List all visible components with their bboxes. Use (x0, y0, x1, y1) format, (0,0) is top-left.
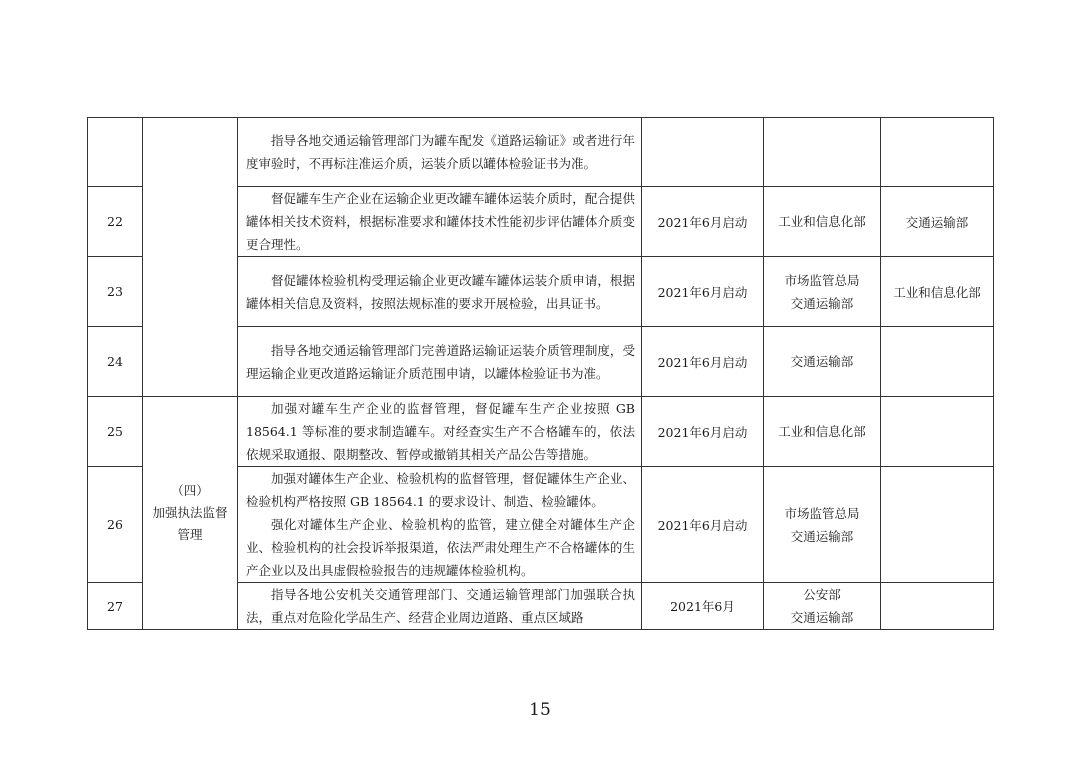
lead-dept-cell (764, 327, 881, 397)
task-paragraph: 指导各地交通运输管理部门为罐车配发《道路运输证》或者进行年度审验时，不再标注准运介质，运装介质以罐体检验证书为准。 (246, 133, 635, 171)
task-paragraph: 指导各地交通运输管理部门完善道路运输证运装介质管理制度，受理运输企业更改道路运输证介质范围申请，以罐体检验证书为准。 (246, 342, 635, 381)
page-number: 15 (529, 700, 551, 720)
table-row (88, 397, 994, 467)
row-number: 26 (88, 467, 143, 583)
lead-dept: 公安部 (803, 587, 841, 602)
task-cell (238, 327, 642, 397)
lead-dept: 交通运输部 (790, 610, 854, 625)
partner-dept-cell (881, 467, 994, 583)
category-label: 管理 (177, 527, 203, 542)
task-cell (238, 257, 642, 327)
task-cell (238, 583, 642, 630)
lead-dept: 交通运输部 (790, 354, 854, 369)
time-cell: 2021年6月启动 (642, 257, 764, 327)
row-number (88, 118, 143, 187)
lead-dept: 工业和信息化部 (778, 424, 866, 439)
time-cell: 2021年6月启动 (642, 397, 764, 467)
task-cell (238, 118, 642, 187)
partner-dept-cell (881, 583, 994, 630)
lead-dept: 市场监管总局 (784, 272, 860, 288)
time-cell: 2021年6月启动 (642, 327, 764, 397)
partner-dept-cell (881, 327, 994, 397)
category-cell-empty (143, 118, 238, 397)
task-paragraph: 督促罐车生产企业在运输企业更改罐车罐体运装介质时，配合提供罐体相关技术资料，根据标准要求和罐体技术性能初步评估罐体介质变更合理性。 (246, 191, 635, 252)
category-label: 加强执法监督 (152, 505, 228, 520)
lead-dept-cell (764, 187, 881, 257)
lead-dept: 交通运输部 (790, 528, 854, 544)
category-cell (143, 397, 238, 630)
task-cell (238, 467, 642, 583)
partner-dept-cell: 交通运输部 (881, 187, 994, 257)
task-cell (238, 397, 642, 467)
task-paragraph: 指导各地公安机关交通管理部门、交通运输管理部门加强联合执法，重点对危险化学品生产、经营企业周边道路、重点区域路 (246, 587, 635, 625)
row-number: 23 (88, 257, 143, 327)
lead-dept: 工业和信息化部 (778, 214, 866, 229)
partner-dept-cell: 工业和信息化部 (881, 257, 994, 327)
time-cell: 2021年6月启动 (642, 467, 764, 583)
table-row (88, 118, 994, 187)
category-label: （四） (171, 483, 209, 498)
partner-dept-cell (881, 118, 994, 187)
partner-dept-cell (881, 397, 994, 467)
lead-dept-cell (764, 397, 881, 467)
task-paragraph: 强化对罐体生产企业、检验机构的监管，建立健全对罐体生产企业、检验机构的社会投诉举报渠道，依法严肃处理生产不合格罐体的生产企业以及出具虚假检验报告的违规罐体检验机构。 (246, 517, 635, 578)
time-cell: 2021年6月启动 (642, 187, 764, 257)
lead-dept-cell (764, 583, 881, 630)
row-number: 25 (88, 397, 143, 467)
lead-dept-cell (764, 467, 881, 583)
lead-dept: 市场监管总局 (784, 505, 860, 521)
time-cell: 2021年6月 (642, 583, 764, 630)
task-paragraph: 加强对罐体生产企业、检验机构的监督管理，督促罐体生产企业、检验机构严格按照 GB 18564.1 的要求设计、制造、检验罐体。 (246, 471, 635, 509)
row-number: 22 (88, 187, 143, 257)
row-number: 27 (88, 583, 143, 630)
lead-dept: 交通运输部 (790, 295, 854, 311)
task-paragraph: 加强对罐车生产企业的监督管理，督促罐车生产企业按照 GB 18564.1 等标准的要求制造罐车。对经查实生产不合格罐车的，依法依规采取通报、限期整改、暂停或撤销其相关产品公告等措施。 (246, 401, 635, 462)
lead-dept-cell (764, 257, 881, 327)
task-table (87, 117, 994, 630)
task-paragraph: 督促罐体检验机构受理运输企业更改罐车罐体运装介质申请，根据罐体相关信息及资料，按照法规标准的要求开展检验，出具证书。 (246, 272, 635, 311)
lead-dept-cell (764, 118, 881, 187)
time-cell (642, 118, 764, 187)
task-cell (238, 187, 642, 257)
row-number: 24 (88, 327, 143, 397)
